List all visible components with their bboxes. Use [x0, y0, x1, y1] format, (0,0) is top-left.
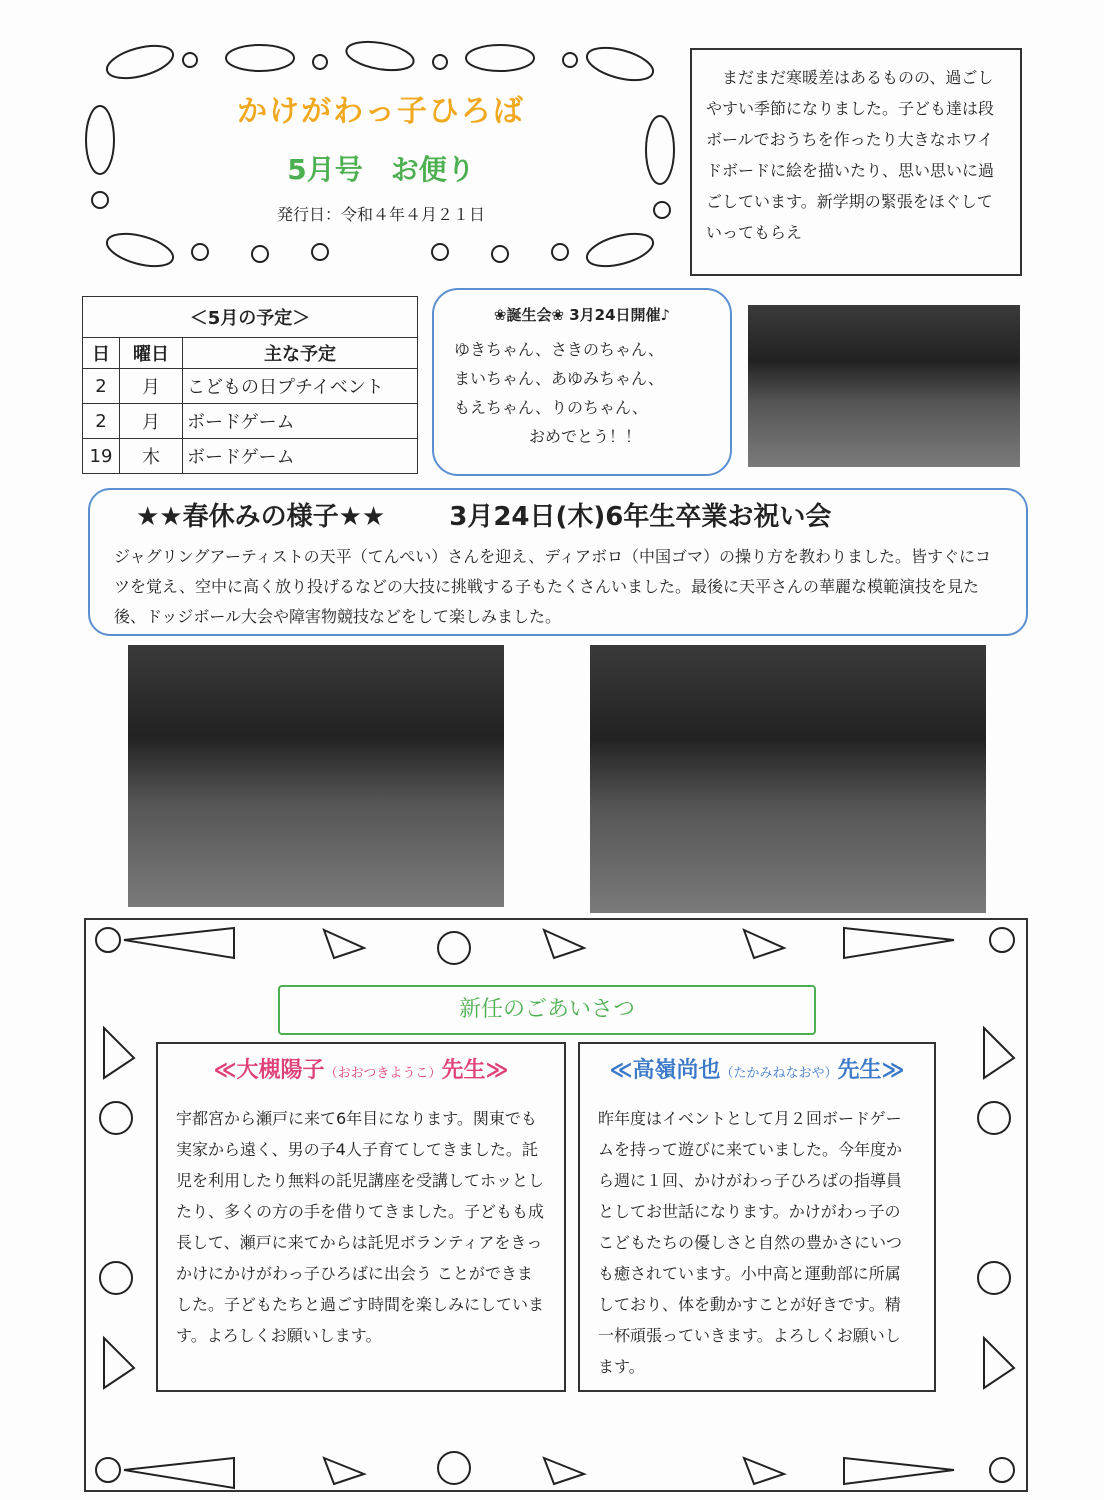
newsletter-subtitle: 5月号 お便り [287, 153, 475, 186]
teacher-name-kana: （たかみねなおや） [720, 1066, 838, 1081]
schedule-title: ＜5月の予定＞ [83, 297, 418, 338]
spring-heading [136, 496, 895, 533]
birthday-box [432, 288, 732, 476]
teacher-name-kana: （おおつきようこ） [324, 1066, 442, 1081]
cell-day: 2 [83, 404, 120, 439]
birthday-line: まいちゃん、あゆみちゃん、 [454, 369, 664, 388]
schedule-header-day: 日 [83, 338, 120, 369]
intro-box: まだまだ寒暖差はあるものの、過ごしやすい季節になりました。子ども達は段ボールでおうちを作ったり大きなホワイドボードに絵を描いたり、思い思いに過ごしています。新学期の緊張をほぐしていってもらえ [690, 48, 1022, 276]
teacher-name-main: ≪大槻陽子 [213, 1058, 325, 1083]
cell-event: ボードゲーム [183, 439, 418, 474]
teacher-name-main: ≪高嶺尚也 [609, 1058, 721, 1083]
teacher-name [176, 1056, 546, 1089]
spring-body: ジャグリングアーティストの天平（てんぺい）さんを迎え、ディアボロ（中国ゴマ）の操り方を教わりました。皆すぐにコツを覚え、空中に高く放り投げるなどの大技に挑戦する子もたくさんいました。最後に天平さんの華麗な模範演技を見た後、ドッジボール大会や障害物競技などをして楽しみました。 [114, 547, 991, 626]
birthday-party-photo [748, 305, 1020, 467]
birthday-names [448, 335, 716, 451]
teacher-card-takamine [578, 1042, 936, 1392]
teacher-name [598, 1056, 916, 1089]
spring-title: ★★春休みの様子★★ [136, 502, 386, 532]
cell-weekday: 木 [120, 439, 183, 474]
new-staff-title: 新任のごあいさつ [278, 985, 816, 1035]
schedule-header-event: 主な予定 [183, 338, 418, 369]
teacher-card-otsuki [156, 1042, 566, 1392]
newsletter-title: かけがわっ子ひろば [237, 94, 525, 129]
teacher-name-suffix: 先生≫ [441, 1058, 509, 1083]
table-row [83, 439, 418, 474]
cell-day: 19 [83, 439, 120, 474]
cell-event: ボードゲーム [183, 404, 418, 439]
issue-date: 発行日：令和４年４月２１日 [276, 205, 485, 224]
spring-event-title: 3月24日(木)6年生卒業お祝い会 [449, 502, 832, 532]
teacher-message: 昨年度はイベントとして月２回ボードゲームを持って遊びに来ていました。今年度から週に１回、かけがわっ子ひろばの指導員としてお世話になります。かけがわっ子のこどもたちの優しさと自然の豊かさにいつも癒されています。小中高と運動部に所属しており、体を動かすことが好きです。精一杯頑張っていきます。よろしくお願いします。 [598, 1109, 903, 1376]
schedule-header-weekday: 曜日 [120, 338, 183, 369]
birthday-line: もえちゃん、りのちゃん、 [454, 398, 648, 417]
birthday-title: ❀誕生会❀ 3月24日開催♪ [493, 306, 671, 324]
group-photo [128, 645, 504, 907]
gym-play-photo [590, 645, 986, 913]
cell-day: 2 [83, 369, 120, 404]
cell-event: こどもの日プチイベント [183, 369, 418, 404]
birthday-congrats: おめでとう！！ [528, 427, 641, 446]
table-row [83, 404, 418, 439]
table-row [83, 369, 418, 404]
schedule-table [82, 296, 418, 474]
birthday-line: ゆきちゃん、さきのちゃん、 [454, 340, 664, 359]
cell-weekday: 月 [120, 404, 183, 439]
teacher-name-suffix: 先生≫ [837, 1058, 905, 1083]
spring-break-box [88, 488, 1028, 636]
teacher-message: 宇都宮から瀬戸に来て6年目になります。関東でも実家から遠く、男の子4人子育てしてきました。託児を利用したり無料の託児講座を受講してホッとしたり、多くの方の手を借りてきました。子どもも成長して、瀬戸に来てからは託児ボランティアをきっかけにかけがわっ子ひろばに出会う ことができました。子どもたちと過ごす時間を楽しみにしています。よろしくお願いします。 [176, 1109, 545, 1345]
cell-weekday: 月 [120, 369, 183, 404]
